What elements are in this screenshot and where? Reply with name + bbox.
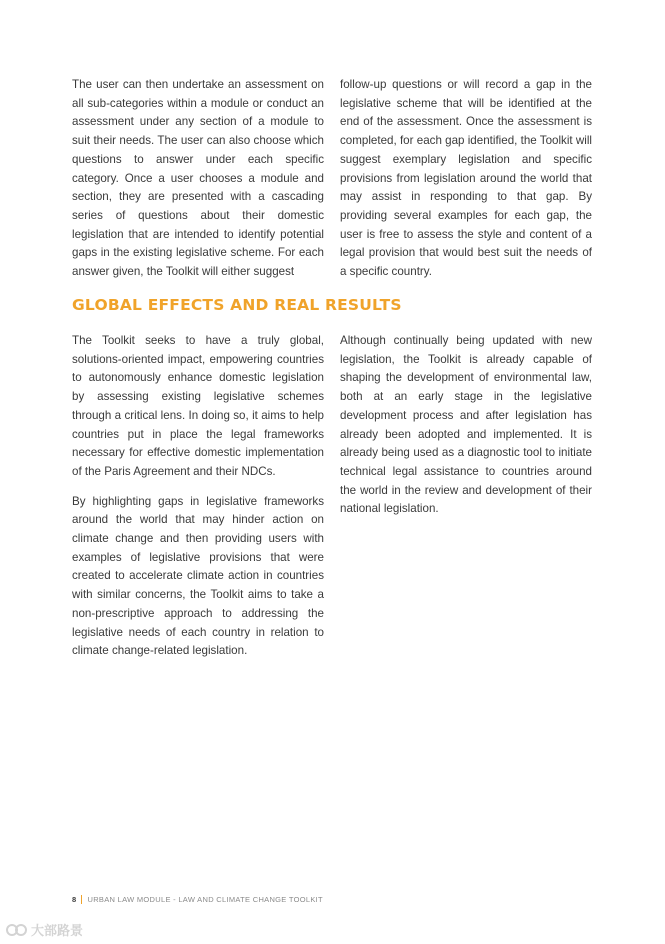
watermark: [6, 920, 83, 939]
global-impact-paragraph: The Toolkit seeks to have a truly global, solutions-oriented impact, empowering countries to autonomously enhance domestic legislation by assessing existing legislative schemes through a critical lens. In doing so, it aims to help countries put in place the legal frameworks necessary for effective domestic implementation of the Paris Agreement and their NDCs.: [72, 334, 324, 478]
section-heading: GLOBAL EFFECTS AND REAL RESULTS: [72, 296, 402, 314]
bottom-left-column: [72, 332, 324, 672]
follow-up-paragraph: follow-up questions or will record a gap in the legislative scheme that will be identified at the end of the assessment. Once the assessment is completed, for each gap identified, the Toolkit will suggest exemplary legislation and specific provisions from legislation around the world that may assist in responding to that gap. By providing several examples for each gap, the user is free to assess the style and content of a legal provision that would best suit the needs of a specific country.: [340, 78, 592, 279]
page-number: 8: [72, 895, 77, 904]
watermark-logo-icon: [6, 923, 28, 937]
diagnostic-tool-paragraph: Although continually being updated with new legislation, the Toolkit is already capable of shaping the development of environmental law, both at an early stage in the legislative development process and after legislation has already been adopted and implemented. It is already being used as a diagnostic tool to initiate technical legal assistance to countries around the world in the review and development of their national legislation.: [340, 334, 592, 516]
top-right-column: [340, 76, 592, 293]
footer-title: URBAN LAW MODULE - LAW AND CLIMATE CHANGE TOOLKIT: [87, 895, 323, 904]
footer-divider: [81, 895, 82, 904]
gaps-paragraph: By highlighting gaps in legislative frameworks around the world that may hinder action on climate change and then providing users with examples of legislative provisions that were created to accelerate climate action in countries with similar concerns, the Toolkit aims to take a non-prescriptive approach to addressing the legislative needs of each country in relation to climate change-related legislation.: [72, 494, 324, 658]
assessment-paragraph: The user can then undertake an assessment on all sub-categories within a module or conduct an assessment under any section of a module to suit their needs. The user can also choose which questions to answer under each specific category. Once a user chooses a module and section, they are presented with a cascading series of questions about their domestic legislation that are intended to identify potential gaps in the existing legislative scheme. For each answer given, the Toolkit will either suggest: [72, 78, 324, 279]
page-footer: [72, 895, 323, 904]
top-left-column: [72, 76, 324, 293]
watermark-text: 大部路景: [31, 924, 84, 939]
bottom-right-column: [340, 332, 592, 530]
